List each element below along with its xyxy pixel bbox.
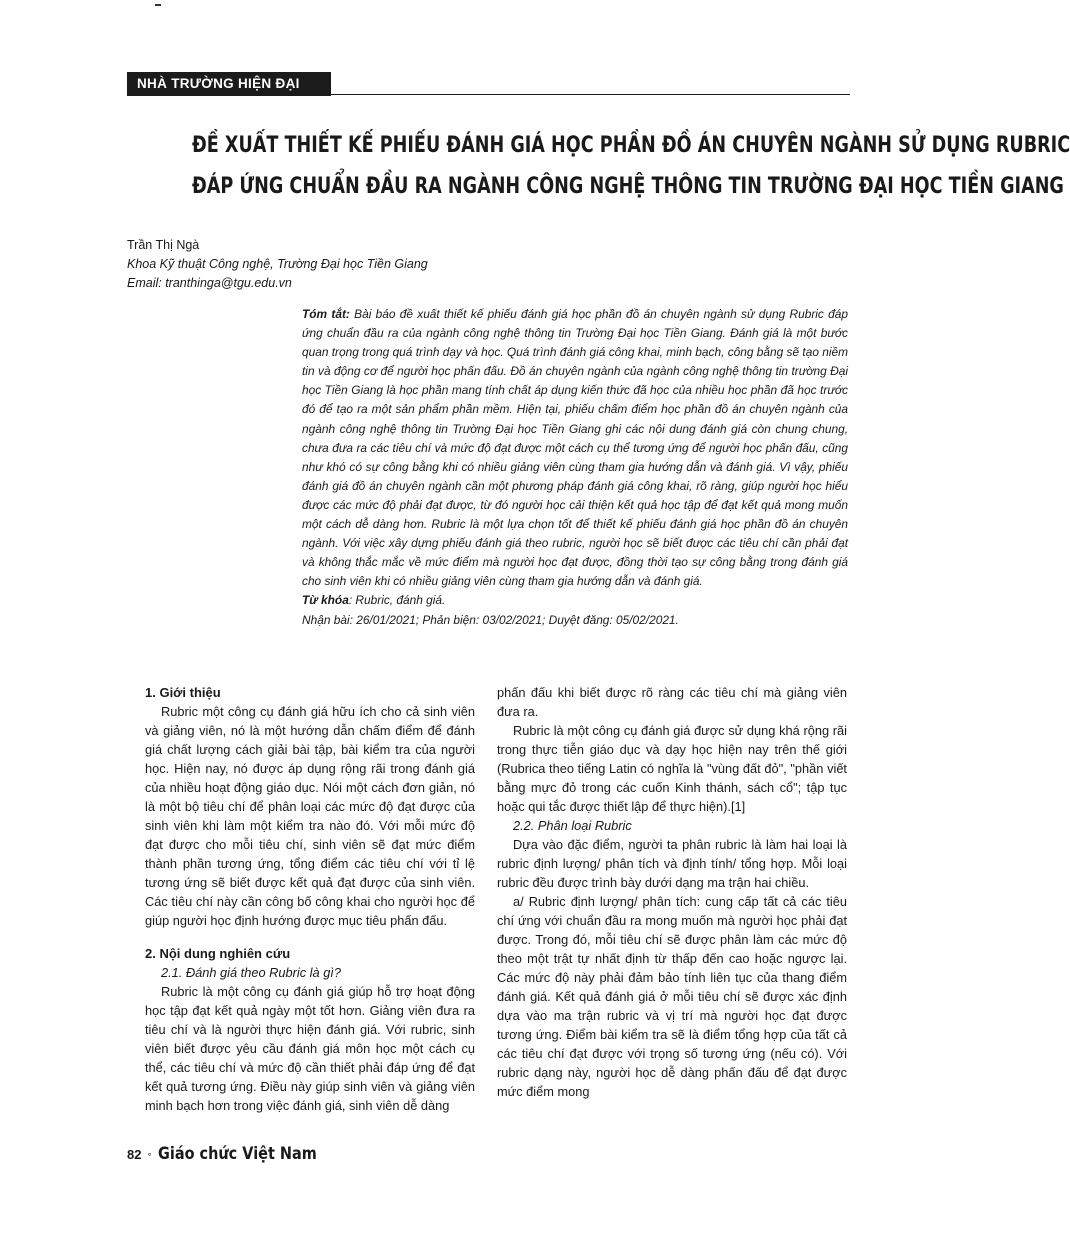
section-1-paragraph: Rubric một công cụ đánh giá hữu ích cho cả sinh viên và giảng viên, nó là một hướng dẫn chấm điểm để đánh giá chất lượng cách giải bài tập, bài kiểm tra của người học. Hiện nay, nó được áp dụng rộng rãi trong đánh giá của nhiều hoạt động giáo dục. Nói một cách đơn giản, nó là một bộ tiêu chí để phân loại các mức độ đạt được của sinh viên khi làm một kiểm tra nào đó. Với mỗi mức độ đạt được cho mỗi tiêu chí, sinh viên sẽ đạt mức điểm thành phần tương ứng, tổng điểm các tiêu chí với tỉ lệ tương ứng sẽ biết được kết quả đạt được của sinh viên. Các tiêu chí này cần công bố công khai cho người học để giúp người học định hướng được mục tiêu phấn đấu. [145, 704, 475, 928]
section-2-2-heading: 2.2. Phân loại Rubric [513, 818, 632, 833]
section-1-heading: 1. Giới thiệu [145, 685, 221, 700]
continued-paragraph: phấn đấu khi biết được rõ ràng các tiêu chí mà giảng viên đưa ra. [497, 685, 847, 719]
left-column [145, 683, 475, 1115]
article-dates: Nhận bài: 26/01/2021; Phản biện: 03/02/2021; Duyệt đăng: 05/02/2021. [302, 612, 679, 627]
rubric-definition-paragraph: Rubric là một công cụ đánh giá được sử dụng khá rộng rãi trong thực tiễn giáo dục và dạy học hiện nay trên thế giới (Rubrica theo tiếng Latin có nghĩa là "vùng đất đỏ", "phần viết bằng mực đỏ trong các cuốn Kinh thánh, sách cổ"; tập tục hoặc qui tắc được thiết lập để thực hiện).[1] [497, 723, 847, 814]
author-affiliation: Khoa Kỹ thuật Công nghệ, Trường Đại học Tiền Giang [127, 257, 428, 271]
rubric-types-paragraph: Dựa vào đặc điểm, người ta phân rubric là làm hai loại là rubric định lượng/ phân tích và định tính/ tổng hợp. Mỗi loại rubric đều được trình bày dưới dạng ma trận hai chiều. [497, 837, 847, 890]
right-column [497, 683, 847, 1101]
author-name: Trần Thị Ngà [127, 238, 200, 252]
page-footer [127, 1144, 345, 1164]
title-line-2: ĐÁP ỨNG CHUẨN ĐẦU RA NGÀNH CÔNG NGHỆ THÔNG TIN TRƯỜNG ĐẠI HỌC TIỀN GIANG [192, 174, 1064, 199]
keywords-text: : Rubric, đánh giá. [348, 593, 446, 608]
title-line-1: ĐỀ XUẤT THIẾT KẾ PHIẾU ĐÁNH GIÁ HỌC PHẦN ĐỒ ÁN CHUYÊN NGÀNH SỬ DỤNG RUBRIC [192, 133, 1070, 158]
header-rule [331, 94, 850, 95]
analytic-rubric-paragraph: a/ Rubric định lượng/ phân tích: cung cấp tất cả các tiêu chí ứng với chuẩn đầu ra mong muốn mà người học phải đạt được. Trong đó, mỗi tiêu chí sẽ được phân làm các mức độ theo một trật tự nhất định từ thấp đến cao hoặc ngược lại. Các mức độ này phải đảm bảo tính liên tục của thang điểm đánh giá. Kết quả đánh giá ở mỗi tiêu chí sẽ được xác định dựa vào ma trận rubric và vị trí mà người học đạt được tương ứng. Điểm bài kiểm tra sẽ là điểm tổng hợp của tất cả các tiêu chí đạt được với trọng số tương ứng (nếu có). Với rubric dạng này, người học dễ dàng phấn đấu để đạt được mức điểm mong [497, 894, 847, 1099]
author-block [127, 236, 428, 293]
section-2-1-paragraph: Rubric là một công cụ đánh giá giúp hỗ trợ hoạt động học tập đạt kết quả ngày một tốt hơn. Giảng viên đưa ra tiêu chí và là người thực hiện đánh giá. Với rubric, sinh viên biết được yêu cầu đánh giá môn học một cách cụ thể, các tiêu chí và mức độ cần thiết phải đáp ứng để đạt kết quả tương ứng. Điều này giúp sinh viên và giảng viên minh bạch hơn trong việc đánh giá, sinh viên dễ dàng [145, 984, 475, 1113]
circle-ornament-icon: ◦ [147, 1147, 152, 1161]
section-tag: NHÀ TRƯỜNG HIỆN ĐẠI [127, 72, 331, 96]
abstract [302, 305, 848, 630]
author-email: Email: tranthinga@tgu.edu.vn [127, 276, 292, 290]
section-2-1-heading: 2.1. Đánh giá theo Rubric là gì? [161, 965, 341, 980]
journal-name: Giáo chức Việt Nam [157, 1144, 317, 1164]
abstract-text: Bài báo đề xuất thiết kế phiếu đánh giá học phần đồ án chuyên ngành sử dụng Rubric đáp ứng chuẩn đầu ra của ngành công nghệ thông tin Trường Đại học Tiền Giang. Đánh giá là một bước quan trọng trong quá trình dạy và học. Quá trình đánh giá công khai, minh bạch, công bằng sẽ tạo niềm tin và động cơ để người học phấn đấu. Đồ án chuyên ngành của ngành công nghệ thông tin trường Đại học Tiền Giang là học phần mang tính chất áp dụng kiến thức đã học của nhiều học phần đã học trước đó để tạo ra một sản phẩm phần mềm. Hiện tại, phiếu chấm điểm học phần đồ án chuyên ngành của ngành công nghệ thông tin Trường Đại học Tiền Giang ghi các nội dung đánh giá còn chung chung, chưa đưa ra các tiêu chí và mức độ đạt được một cách cụ thể tương ứng để người học phấn đấu, cũng như khó có sự công bằng khi có nhiều giảng viên cùng tham gia hướng dẫn và đánh giá. Vì vậy, phiếu đánh giá đồ án chuyên ngành cần một phương pháp đánh giá công khai, rõ ràng, giúp người học hiểu được các mức độ phải đạt được, từ đó người học cải thiện kết quả học tập để đạt kết quả mong muốn một cách dễ dàng hơn. Rubric là một lựa chọn tốt để thiết kế phiếu đánh giá học phần đồ án chuyên ngành. Với việc xây dựng phiếu đánh giá theo rubric, người học sẽ biết được các tiêu chí cần phải đạt và không thắc mắc về mức điểm mà người học đạt được, đồng thời tạo sự công bằng trong đánh giá cho sinh viên khi có nhiều giảng viên cùng tham gia hướng dẫn và đánh giá. [302, 307, 849, 589]
page-number: 82 [127, 1146, 142, 1162]
spacer [145, 930, 475, 944]
keywords [302, 591, 848, 610]
section-2-heading: 2. Nội dung nghiên cứu [145, 946, 291, 961]
abstract-paragraph [302, 305, 848, 591]
keywords-label: Từ khóa [302, 593, 349, 608]
scan-mark [155, 4, 161, 6]
article-title [192, 125, 1070, 207]
abstract-label: Tóm tắt: [302, 307, 350, 321]
